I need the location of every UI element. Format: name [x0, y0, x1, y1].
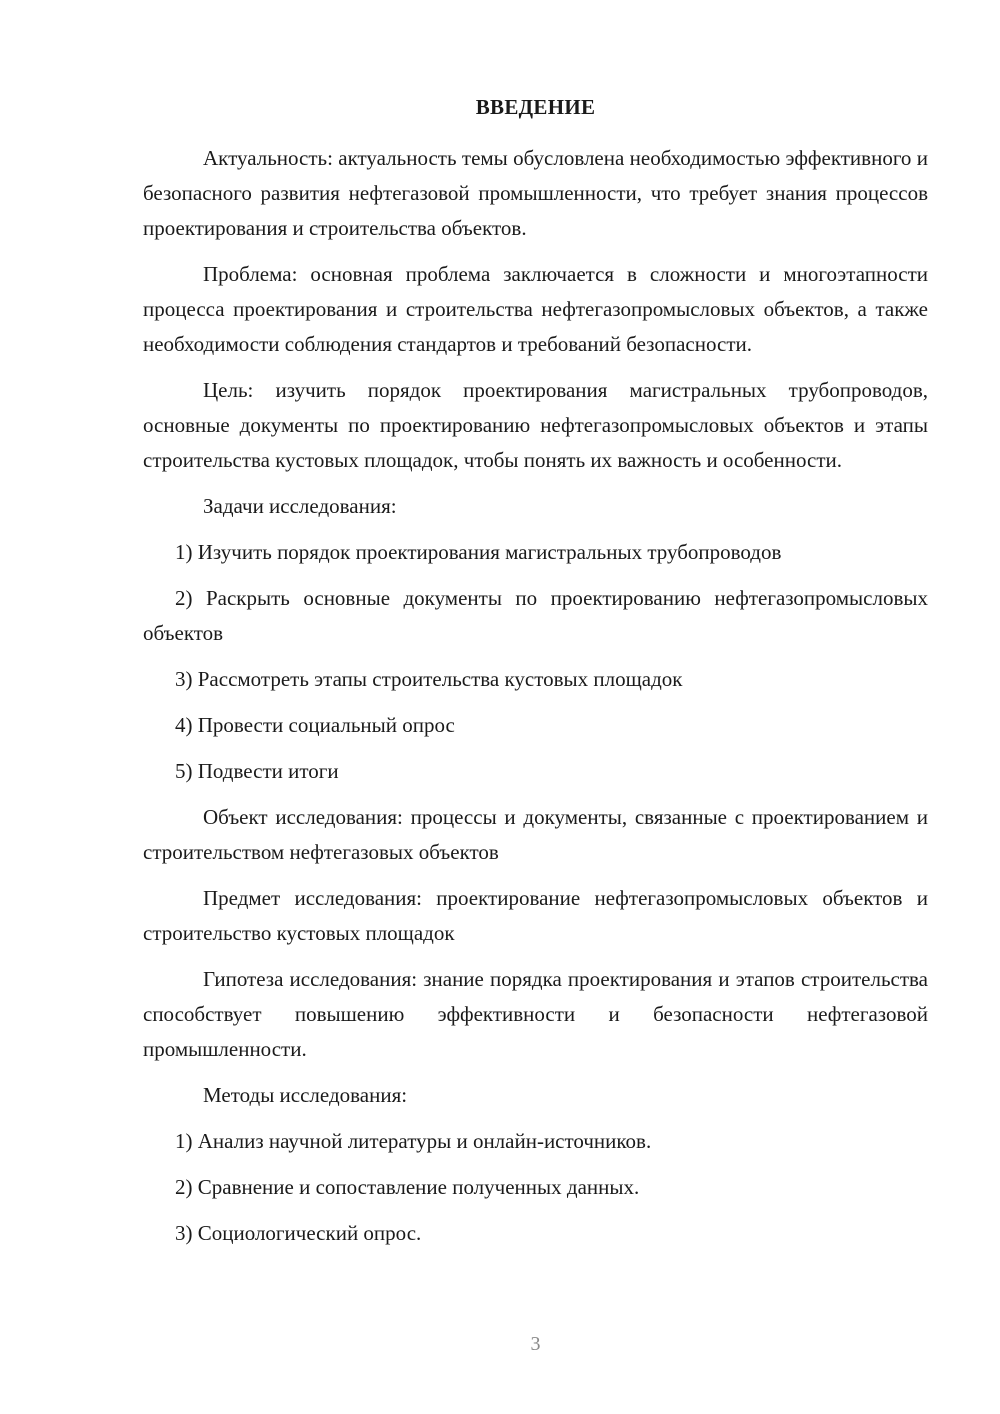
document-page: [143, 0, 928, 1414]
problem-paragraph: Проблема: основная проблема заключается в сложности и многоэтапности процесса проектирования и строительства нефтегазопромысловых объектов, а также необходимости соблюдения стандартов и требований безопасности.: [143, 262, 928, 356]
task-item: 5) Подвести итоги: [175, 759, 339, 783]
relevance-paragraph: Актуальность: актуальность темы обусловлена необходимостью эффективного и безопасного развития нефтегазовой промышленности, что требует знания процессов проектирования и строительства объектов.: [143, 146, 928, 240]
page-number: 3: [530, 1333, 541, 1355]
hypothesis-paragraph: Гипотеза исследования: знание порядка проектирования и этапов строительства способствует повышению эффективности и безопасности нефтегазовой промышленности.: [143, 967, 928, 1061]
task-item: 3) Рассмотреть этапы строительства кустовых площадок: [175, 667, 683, 691]
subject-paragraph: Предмет исследования: проектирование нефтегазопромысловых объектов и строительство кустовых площадок: [143, 886, 928, 945]
section-body: [143, 141, 928, 1262]
methods-heading: Методы исследования:: [203, 1083, 408, 1107]
object-paragraph: Объект исследования: процессы и документы, связанные с проектированием и строительством нефтегазовых объектов: [143, 805, 928, 864]
method-item: 1) Анализ научной литературы и онлайн-источников.: [175, 1129, 652, 1153]
task-item: 2) Раскрыть основные документы по проектированию нефтегазопромысловых объектов: [143, 586, 928, 645]
task-item: 4) Провести социальный опрос: [175, 713, 455, 737]
goal-paragraph: Цель: изучить порядок проектирования магистральных трубопроводов, основные документы по проектированию нефтегазопромысловых объектов и этапы строительства кустовых площадок, чтобы понять их важность и особенности.: [143, 378, 928, 472]
task-item: 1) Изучить порядок проектирования магистральных трубопроводов: [175, 540, 782, 564]
tasks-heading: Задачи исследования:: [203, 494, 397, 518]
method-item: 3) Социологический опрос.: [175, 1221, 422, 1245]
method-item: 2) Сравнение и сопоставление полученных данных.: [175, 1175, 640, 1199]
section-title: ВВЕДЕНИЕ: [475, 95, 596, 119]
